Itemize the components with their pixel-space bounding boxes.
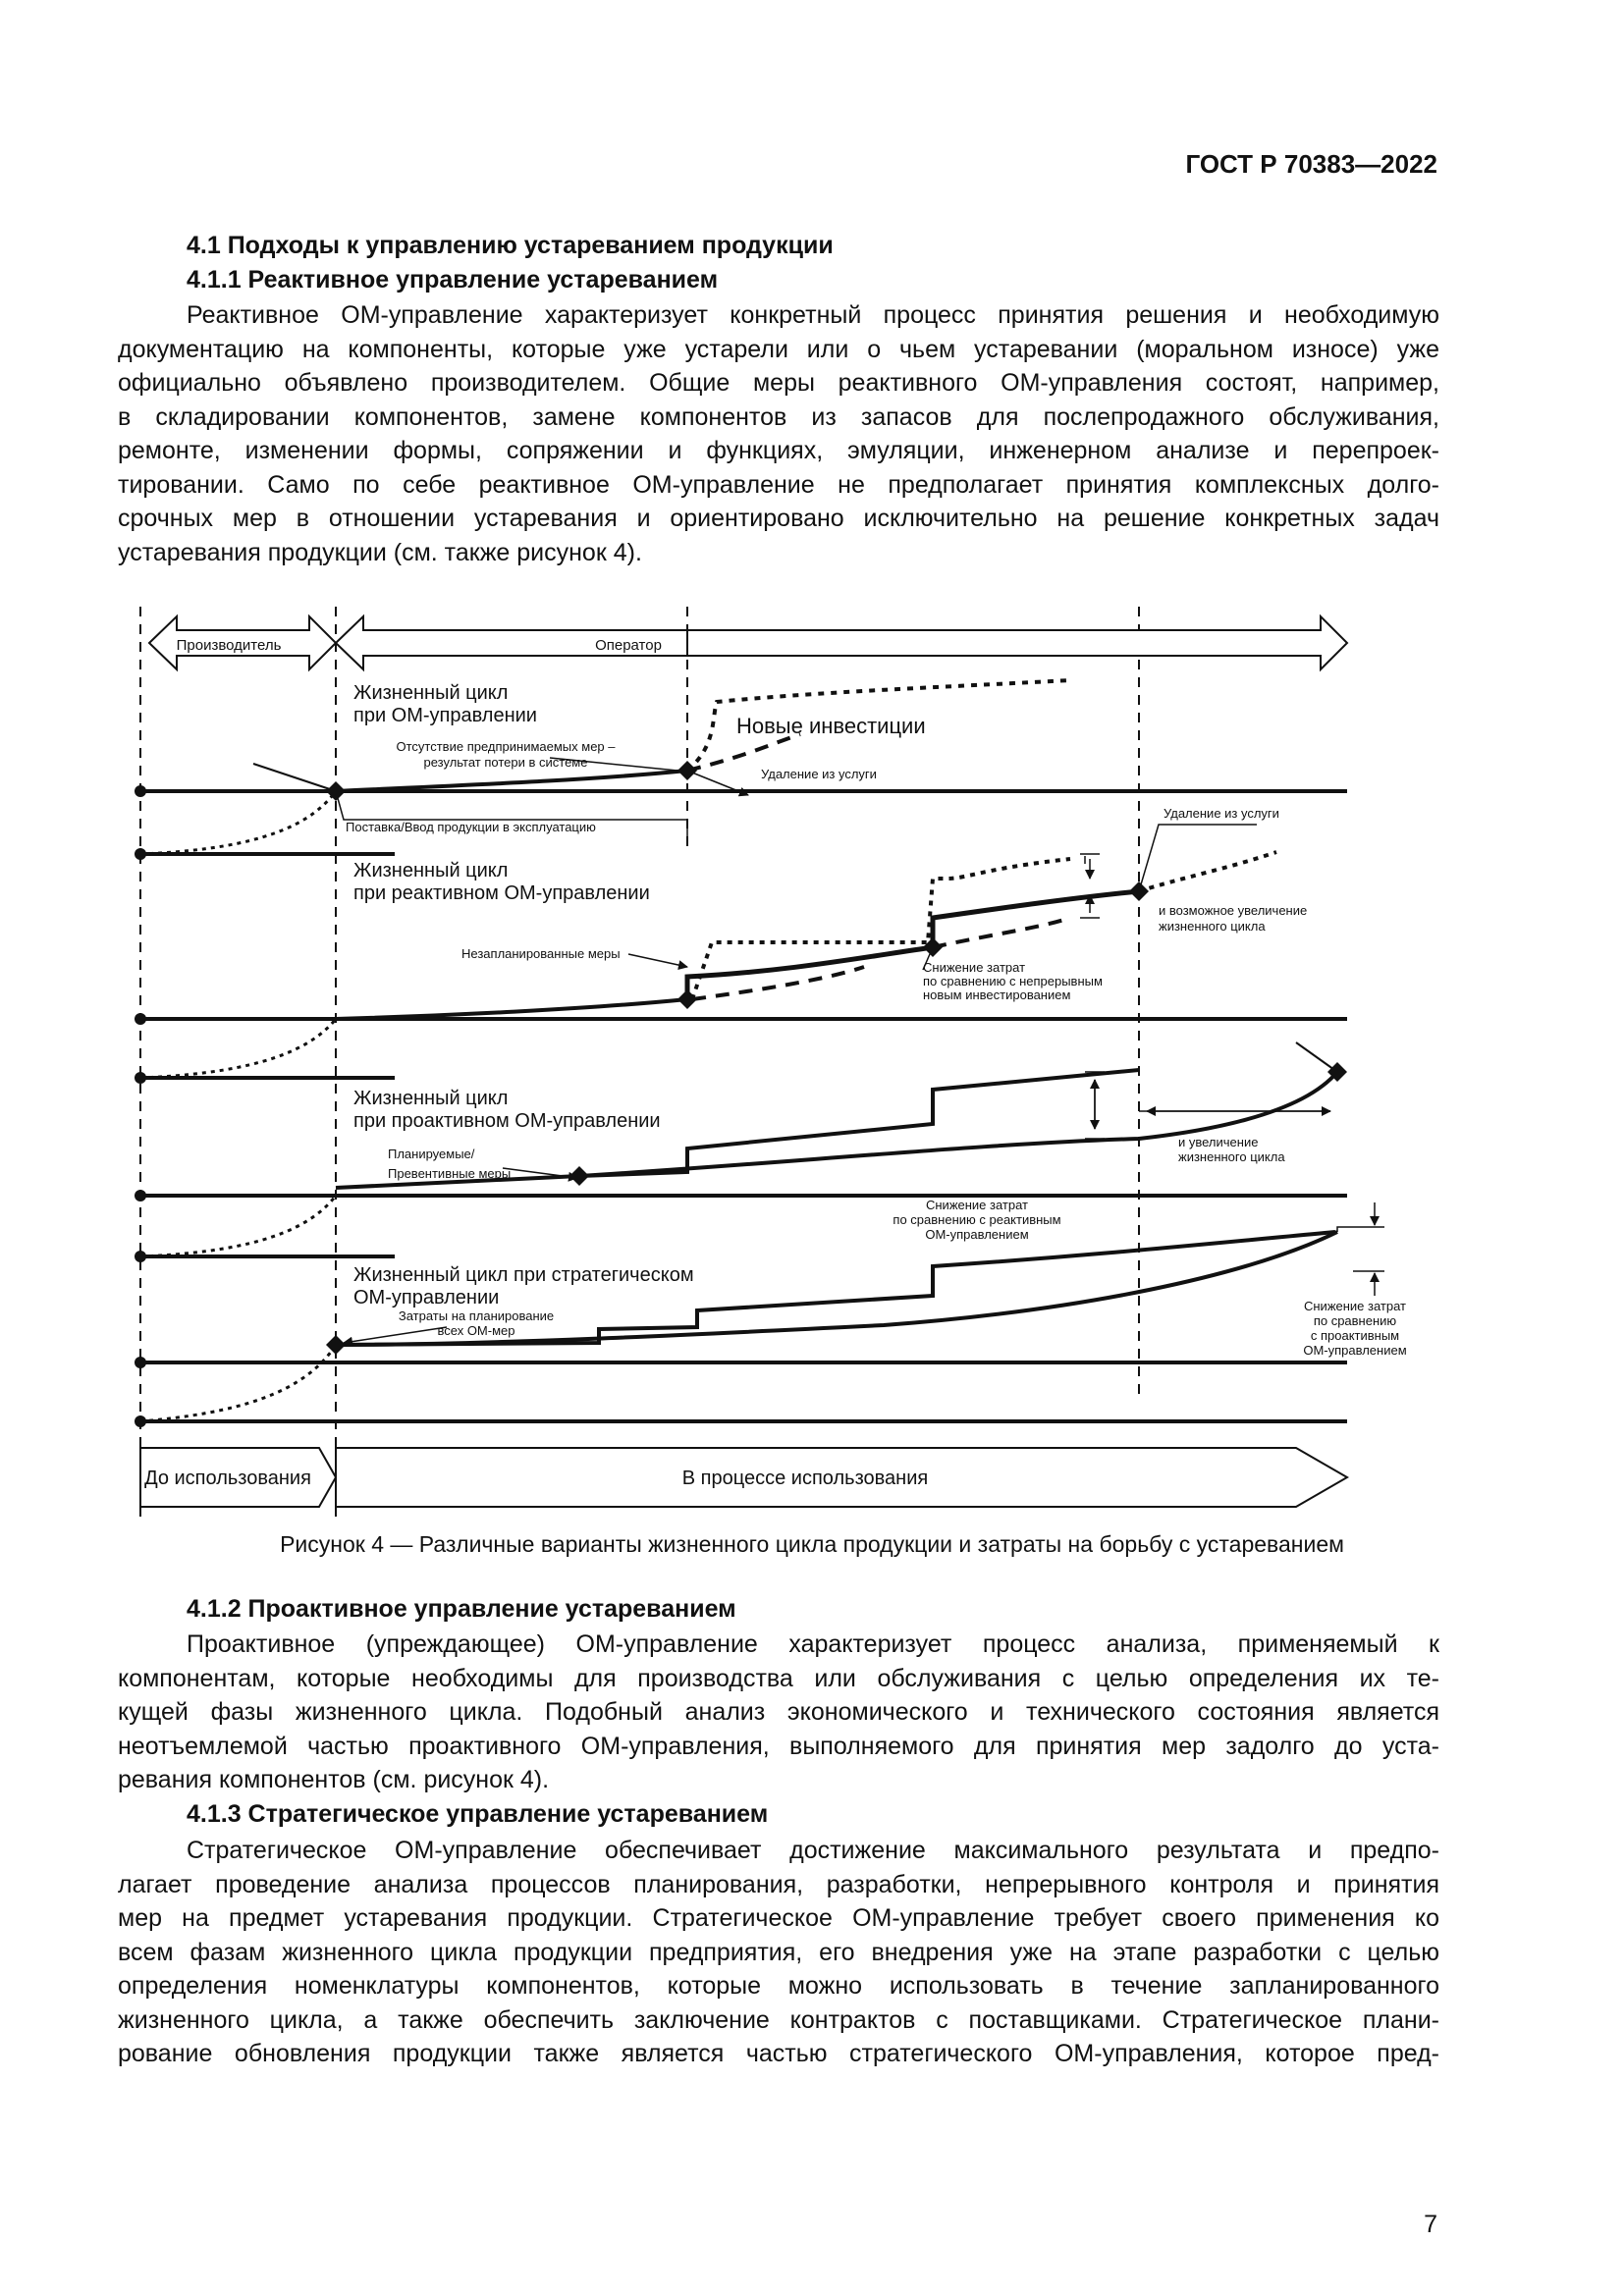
text-line: ревания компонентов (см. рисунок 4).: [118, 1766, 550, 1793]
planning-costs-line1: Затраты на планирование: [398, 1308, 555, 1323]
savings-proactive-line1: Снижение затрат: [1303, 1299, 1407, 1313]
savings-reactive-line2: по сравнению с реактивным: [893, 1212, 1061, 1227]
before-use-label: До использования: [144, 1468, 311, 1489]
heading-4-1-2: 4.1.2 Проактивное управление устареванием: [187, 1595, 736, 1623]
lifecycle-figure: [128, 594, 1407, 1526]
panel2-title-line2: при реактивном ОМ-управлении: [353, 882, 650, 904]
event-markers: [135, 761, 1347, 1427]
no-measures-line1: Отсутствие предпринимаемых мер –: [396, 739, 616, 754]
panel2-title-line1: Жизненный цикл: [353, 860, 509, 881]
baselines: [140, 791, 1347, 1421]
document-code: ГОСТ Р 70383—2022: [1185, 149, 1437, 179]
panel4-title-line2: ОМ-управлении: [353, 1287, 500, 1308]
savings-label-line1: Снижение затрат: [923, 960, 1026, 975]
text-line: неотъемлемой частью проактивного ОМ-управления, выполняемого для принятия мер задолго до уста-: [118, 1732, 1439, 1760]
text-line: кущей фазы жизненного цикла. Подобный анализ экономического и технического состояния является: [118, 1698, 1439, 1726]
savings-reactive-line3: ОМ-управлением: [925, 1227, 1029, 1242]
text-line: мер на предмет устаревания продукции. Стратегическое ОМ-управление требует своего применения ко: [118, 1904, 1439, 1932]
phase-label-manufacturer: Производитель: [176, 637, 282, 654]
extension-label-line2: жизненного цикла: [1159, 919, 1266, 934]
no-measures-line2: результат потери в системе: [423, 755, 588, 770]
new-investments-label: Новые инвестиции: [736, 714, 926, 738]
text-line: лагает проведение анализа процессов планирования, разработки, непрерывного контроля и принятия: [118, 1870, 1439, 1898]
text-line: тировании. Само по себе реактивное ОМ-управление не предполагает принятия комплексных долго-: [118, 470, 1439, 499]
text-line: компонентам, которые необходимы для производства или обслуживания с целью определения их те-: [118, 1664, 1439, 1692]
text-line: Стратегическое ОМ-управление обеспечивает достижение максимального результата и предпо-: [187, 1837, 1439, 1864]
figure-caption: Рисунок 4 — Различные варианты жизненного цикла продукции и затраты на борьбу с устареванием: [280, 1531, 1344, 1557]
planned-measures-line1: Планируемые/: [388, 1147, 475, 1161]
panel1-title-line1: Жизненный цикл: [353, 682, 509, 704]
extension-label-3-line1: и увеличение: [1178, 1135, 1259, 1149]
in-use-label: В процессе использования: [681, 1468, 929, 1489]
text-line: определения номенклатуры компонентов, которые можно использовать в течение запланированного: [118, 1972, 1439, 2000]
heading-4-1-1: 4.1.1 Реактивное управление устареванием: [187, 266, 719, 294]
heading-4-1: 4.1 Подходы к управлению устареванием продукции: [187, 232, 834, 259]
panel4-title-line1: Жизненный цикл при стратегическом: [353, 1264, 694, 1286]
text-line: всем фазам жизненного цикла продукции предприятия, его внедрения уже на этапе разработки с целью: [118, 1938, 1439, 1966]
phase-label-operator: Оператор: [595, 637, 662, 654]
removal-label-1: Удаление из услуги: [761, 767, 877, 781]
text-line: устаревания продукции (см. также рисунок 4).: [118, 538, 642, 566]
page-number: 7: [1424, 2211, 1437, 2238]
text-line: срочных мер в отношении устаревания и ориентировано исключительно на решение конкретных задач: [118, 505, 1439, 532]
phase-arrows: [149, 616, 1347, 669]
paragraph-4-1-3: [118, 1834, 1439, 2071]
panel1-title-line2: при ОМ-управлении: [353, 705, 537, 726]
extension-label-line1: и возможное увеличение: [1159, 903, 1308, 918]
text-line: документацию на компоненты, которые уже устарели или о чьем устаревании (моральном износе) уже: [118, 335, 1439, 363]
text-line: ремонте, изменении формы, сопряжении и функциях, эмуляции, инженерном анализе и перепроек-: [118, 437, 1439, 464]
manufacturer-curves: [140, 791, 336, 1421]
delivery-label: Поставка/Ввод продукции в эксплуатацию: [346, 820, 596, 834]
panel3-title-line1: Жизненный цикл: [353, 1088, 509, 1109]
heading-4-1-3: 4.1.3 Стратегическое управление устареванием: [187, 1800, 769, 1828]
text-line: в складировании компонентов, замене компонентов из запасов для послепродажного обслуживания,: [118, 402, 1439, 431]
text-line: Реактивное ОМ-управление характеризует конкретный процесс принятия решения и необходимую: [187, 301, 1439, 329]
removal-label-2: Удаление из услуги: [1164, 806, 1279, 821]
planning-costs-line2: всех ОМ-мер: [437, 1323, 515, 1338]
extension-label-3-line2: жизненного цикла: [1178, 1149, 1285, 1164]
text-line: жизненного цикла, а также обеспечить заключение контрактов с поставщиками. Стратегическое плани-: [118, 2005, 1439, 2034]
unplanned-measures-label: Незапланированные меры: [461, 946, 621, 961]
phase-separator-lines: [140, 607, 1139, 1517]
savings-proactive-line2: по сравнению: [1313, 1313, 1397, 1328]
savings-label-line3: новым инвестированием: [923, 988, 1071, 1002]
savings-proactive-line3: с проактивным: [1310, 1328, 1400, 1343]
paragraph-4-1-1: [118, 298, 1439, 569]
paragraph-4-1-2: [118, 1628, 1439, 1797]
savings-reactive-line1: Снижение затрат: [925, 1198, 1029, 1212]
panel3-title-line2: при проактивном ОМ-управлении: [353, 1110, 661, 1132]
savings-label-line2: по сравнению с непрерывным: [923, 974, 1103, 988]
savings-proactive-line4: ОМ-управлением: [1303, 1343, 1407, 1358]
text-line: Проактивное (упреждающее) ОМ-управление характеризует процесс анализа, применяемый к: [187, 1630, 1439, 1658]
planned-measures-line2: Превентивные меры: [388, 1166, 512, 1181]
text-line: официально объявлено производителем. Общие меры реактивного ОМ-управления состоят, например,: [118, 369, 1439, 397]
text-line: рование обновления продукции также является частью стратегического ОМ-управления, которое пред-: [118, 2040, 1439, 2067]
